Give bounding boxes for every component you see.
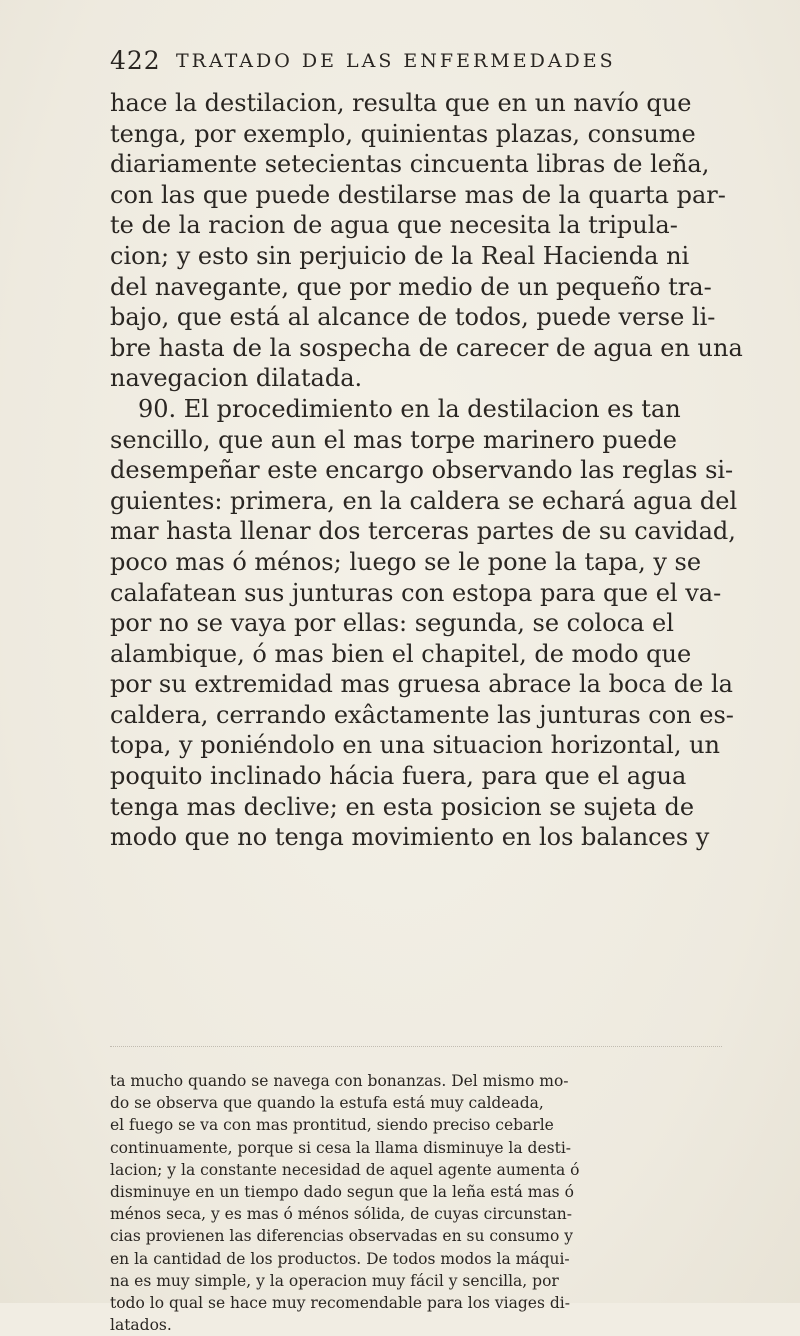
text-line: diariamente setecientas cincuenta libras de leña, (110, 150, 710, 179)
text-line: del navegante, que por medio de un pequeño tra- (110, 272, 712, 301)
text-line: mar hasta llenar dos terceras partes de su cavidad, (110, 517, 736, 546)
footnote-line: continuamente, porque si cesa la llama disminuye la desti- (110, 1138, 572, 1157)
text-line: con las que puede destilarse mas de la quarta par- (110, 180, 726, 209)
running-head: TRATADO DE LAS ENFERMEDADES (176, 50, 616, 72)
footnote-line: ta mucho quando se navega con bonanzas. Del mismo mo- (110, 1072, 569, 1090)
text-line: poco mas ó ménos; luego se le pone la tapa, y se (110, 547, 702, 576)
text-line: por su extremidad mas gruesa abrace la boca de la (110, 670, 733, 699)
footnote-line: el fuego se va con mas prontitud, siendo preciso cebarle (110, 1116, 554, 1135)
text-line: por no se vaya por ellas: segunda, se coloca el (110, 609, 674, 638)
footnote-separator (110, 1046, 722, 1048)
footnote-line: ménos seca, y es mas ó ménos sólida, de cuyas circunstan- (110, 1205, 572, 1224)
page-number: 422 (110, 46, 161, 75)
footnote-line: do se observa que quando la estufa está muy caldeada, (110, 1094, 544, 1113)
text-line: desempeñar este encargo observando las reglas si- (110, 456, 734, 485)
footnote (110, 1070, 722, 1336)
footnote-line: en la cantidad de los productos. De todos modos la máqui- (110, 1249, 570, 1268)
text-line: poquito inclinado hácia fuera, para que el agua (110, 762, 687, 791)
footnote-line: disminuye en un tiempo dado segun que la leña está mas ó (110, 1182, 574, 1201)
footnote-line: todo lo qual se hace muy recomendable para los viages di- (110, 1293, 570, 1312)
text-line: cion; y esto sin perjuicio de la Real Hacienda ni (110, 241, 690, 270)
text-line: bre hasta de la sospecha de carecer de agua en una (110, 333, 743, 362)
main-text (110, 88, 743, 853)
text-line: guientes: primera, en la caldera se echará agua del (110, 486, 738, 515)
footnote-line: cias provienen las diferencias observadas en su consumo y (110, 1227, 573, 1246)
footnote-line: latados. (110, 1316, 172, 1335)
page-header (110, 46, 720, 80)
text-line: bajo, que está al alcance de todos, puede verse li- (110, 303, 716, 332)
footnote-line: lacion; y la constante necesidad de aquel agente aumenta ó (110, 1160, 580, 1179)
text-line: modo que no tenga movimiento en los balances y (110, 823, 710, 852)
text-line: caldera, cerrando exâctamente las junturas con es- (110, 700, 734, 729)
paragraph-90-start: 90. El procedimiento en la destilacion es tan (138, 394, 681, 423)
text-line: sencillo, que aun el mas torpe marinero puede (110, 425, 677, 454)
text-line: topa, y poniéndolo en una situacion horizontal, un (110, 731, 720, 760)
text-line: navegacion dilatada. (110, 364, 363, 393)
footnote-line: na es muy simple, y la operacion muy fácil y sencilla, por (110, 1271, 559, 1290)
text-line: alambique, ó mas bien el chapitel, de modo que (110, 639, 692, 668)
text-line: te de la racion de agua que necesita la tripula- (110, 211, 678, 240)
text-line: hace la destilacion, resulta que en un navío que (110, 89, 692, 117)
text-line: tenga mas declive; en esta posicion se sujeta de (110, 792, 695, 821)
text-line: tenga, por exemplo, quinientas plazas, consume (110, 119, 696, 148)
text-line: calafatean sus junturas con estopa para que el va- (110, 578, 722, 607)
